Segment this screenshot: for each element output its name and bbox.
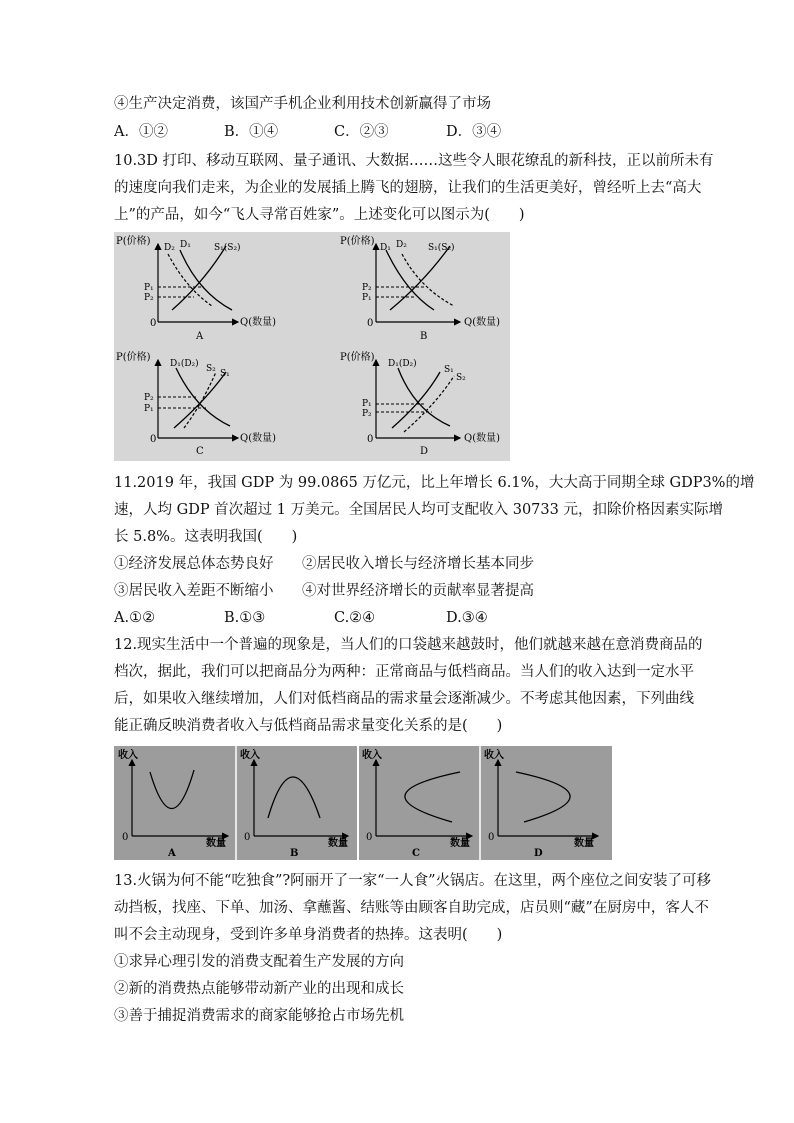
- graph-a-p1: P₁: [144, 283, 154, 293]
- q13-line1: 13.火锅为何不能“吃独食”?阿丽开了一家“一人食”火锅店。在这里，两个座位之间安装了可移: [114, 873, 711, 889]
- graph-b-xlabel: Q(数量): [464, 317, 501, 328]
- q12d-origin: 0: [488, 832, 495, 843]
- q12b-letter: B: [290, 848, 299, 859]
- graph-d-ylabel: P(价格): [340, 352, 375, 363]
- q12d-xlabel: 数量: [574, 838, 594, 849]
- q12a-ylabel: 收入: [118, 750, 138, 761]
- q9-option-d: D．③④: [446, 124, 502, 140]
- q11-line2: 速，人均 GDP 首次超过 1 万美元。全国居民人均可支配收入 30733 元，扣除价格因素实际增: [114, 502, 723, 518]
- q12c-xlabel: 数量: [450, 838, 470, 849]
- q12c-letter: C: [412, 848, 420, 859]
- q12-graph-d: [484, 748, 598, 859]
- q12-graph-a: [118, 748, 228, 859]
- q12d-letter: D: [534, 848, 543, 859]
- q12b-ylabel: 收入: [240, 750, 260, 761]
- q11-item3: ③居民收入差距不断缩小: [114, 583, 274, 599]
- q12-figure: [114, 746, 612, 860]
- q12a-curve: [150, 770, 194, 809]
- q11-option-a: A.①②: [114, 610, 156, 626]
- graph-d-p2: P₂: [362, 409, 372, 419]
- q13-item3: ③善于捕捉消费需求的商家能够抢占市场先机: [114, 1008, 404, 1024]
- q10-graph-b: [340, 234, 500, 342]
- graph-b-demand-d2: [402, 254, 454, 306]
- graph-c-p2: P₂: [144, 393, 154, 403]
- q12d-ylabel: 收入: [484, 750, 504, 761]
- q12-graph-b: [240, 748, 348, 859]
- q11-item2: ②居民收入增长与经济增长基本同步: [302, 556, 534, 572]
- q9-option-b: B．①④: [224, 124, 279, 140]
- graph-c-letter: C: [196, 446, 204, 457]
- q10-graph-d: [340, 350, 500, 457]
- graph-d-demand: [398, 368, 450, 426]
- q13-line2: 动挡板，找座、下单、加汤、拿蘸酱、结账等由顾客自助完成，店员则“藏”在厨房中，客人不: [114, 900, 709, 916]
- q11-option-c: C.②④: [334, 610, 376, 626]
- graph-b-s: S₁(S₂): [428, 243, 455, 253]
- q11-items-row1: [114, 554, 534, 574]
- q11-option-d: D.③④: [446, 610, 488, 626]
- q11-option-b: B.①③: [224, 610, 266, 626]
- graph-a-p2: P₂: [144, 293, 154, 303]
- graph-b-d1: D₁: [380, 243, 391, 253]
- graph-b-ylabel: P(价格): [340, 236, 375, 247]
- q10-graph-a: [116, 234, 276, 342]
- q10-graph-c: [116, 350, 276, 457]
- q13-item1: ①求异心理引发的消费支配着生产发展的方向: [114, 954, 404, 970]
- graph-b-letter: B: [420, 331, 428, 342]
- graph-b-supply-curve: [390, 246, 450, 310]
- q12-graph-c: [362, 748, 472, 859]
- graph-c-origin: 0: [150, 434, 157, 445]
- q12b-origin: 0: [244, 832, 251, 843]
- graph-a-ylabel: P(价格): [116, 236, 151, 247]
- q12c-ylabel: 收入: [362, 750, 382, 761]
- q13-line3: 叫不会主动现身，受到许多单身消费者的热捧。这表明( ): [114, 927, 503, 943]
- q10-line1: 10.3D 打印、移动互联网、量子通讯、大数据……这些令人眼花缭乱的新科技，正以前所未有: [114, 153, 714, 169]
- q12c-origin: 0: [366, 832, 373, 843]
- graph-d-origin: 0: [367, 434, 374, 445]
- q10-line3: 上”的产品，如今“飞人寻常百姓家”。上述变化可以图示为( ): [114, 207, 525, 223]
- q12d-curve: [516, 772, 570, 822]
- graph-d-s2: S₂: [456, 373, 466, 383]
- q12c-curve: [405, 772, 460, 822]
- q11-line1: 11.2019 年，我国 GDP 为 99.0865 万亿元，比上年增长 6.1%，大大高于同期全球 GDP3%的增: [114, 475, 755, 491]
- q11-options: [114, 608, 488, 628]
- graph-c-s1: S₁: [220, 369, 230, 379]
- q12-line1: 12.现实生活中一个普遍的现象是，当人们的口袋越来越鼓时，他们就越来越在意消费商品的: [114, 637, 703, 653]
- q12a-letter: A: [168, 848, 176, 859]
- graph-b-p2: P₂: [362, 283, 372, 293]
- q12b-xlabel: 数量: [328, 838, 348, 849]
- q12-graphs-svg: [114, 746, 612, 860]
- graph-c-xlabel: Q(数量): [240, 433, 277, 444]
- graph-c-s2: S₂: [206, 364, 216, 374]
- graph-b-origin: 0: [367, 318, 374, 329]
- q9-option-a: A．①②: [114, 124, 168, 140]
- q9-options: [114, 122, 501, 142]
- q11-item1: ①经济发展总体态势良好: [114, 556, 274, 572]
- graph-c-ylabel: P(价格): [116, 352, 151, 363]
- graph-a-d2: D₂: [164, 243, 175, 253]
- graph-a-d1: D₁: [180, 240, 191, 250]
- graph-b-demand-d1: [386, 250, 434, 310]
- graph-b-p1: P₁: [362, 293, 372, 303]
- graph-a-origin: 0: [150, 318, 157, 329]
- graph-c-d: D₁(D₂): [170, 359, 199, 369]
- q9-option-c: C．②③: [334, 124, 389, 140]
- q9-item4: ④生产决定消费，该国产手机企业利用技术创新赢得了市场: [114, 96, 491, 112]
- graph-c-supply-s2: [184, 372, 216, 428]
- graph-d-s1: S₁: [444, 365, 454, 375]
- q13-item2: ②新的消费热点能够带动新产业的出现和成长: [114, 981, 404, 997]
- q11-line3: 长 5.8%。这表明我国( ): [114, 529, 298, 545]
- q10-line2: 的速度向我们走来，为企业的发展插上腾飞的翅膀，让我们的生活更美好，曾经听上去“高大: [114, 180, 702, 196]
- graph-d-letter: D: [420, 446, 429, 457]
- q12a-xlabel: 数量: [206, 838, 226, 849]
- q10-graphs-svg: [114, 232, 510, 461]
- q11-items-row2: [114, 581, 534, 601]
- graph-a-demand-d2: [168, 254, 212, 306]
- q11-item4: ④对世界经济增长的贡献率显著提高: [302, 583, 534, 599]
- graph-a-xlabel: Q(数量): [240, 317, 277, 328]
- q12-line3: 后，如果收入继续增加，人们对低档商品的需求量会逐渐减少。不考虑其他因素，下列曲线: [114, 691, 694, 707]
- q12b-curve: [268, 777, 320, 818]
- graph-d-d: D₁(D₂): [388, 359, 417, 369]
- q12-line4: 能正确反映消费者收入与低档商品需求量变化关系的是( ): [114, 718, 503, 734]
- graph-b-d2: D₂: [396, 240, 407, 250]
- q12a-origin: 0: [122, 832, 129, 843]
- q10-figure: [114, 232, 510, 461]
- graph-d-p1: P₁: [362, 399, 372, 409]
- graph-a-letter: A: [196, 331, 204, 342]
- graph-a-s: S₁(S₂): [214, 243, 241, 253]
- graph-d-xlabel: Q(数量): [464, 433, 501, 444]
- graph-c-p1: P₁: [144, 404, 154, 414]
- q12-line2: 档次，据此，我们可以把商品分为两种：正常商品与低档商品。当人们的收入达到一定水平: [114, 664, 694, 680]
